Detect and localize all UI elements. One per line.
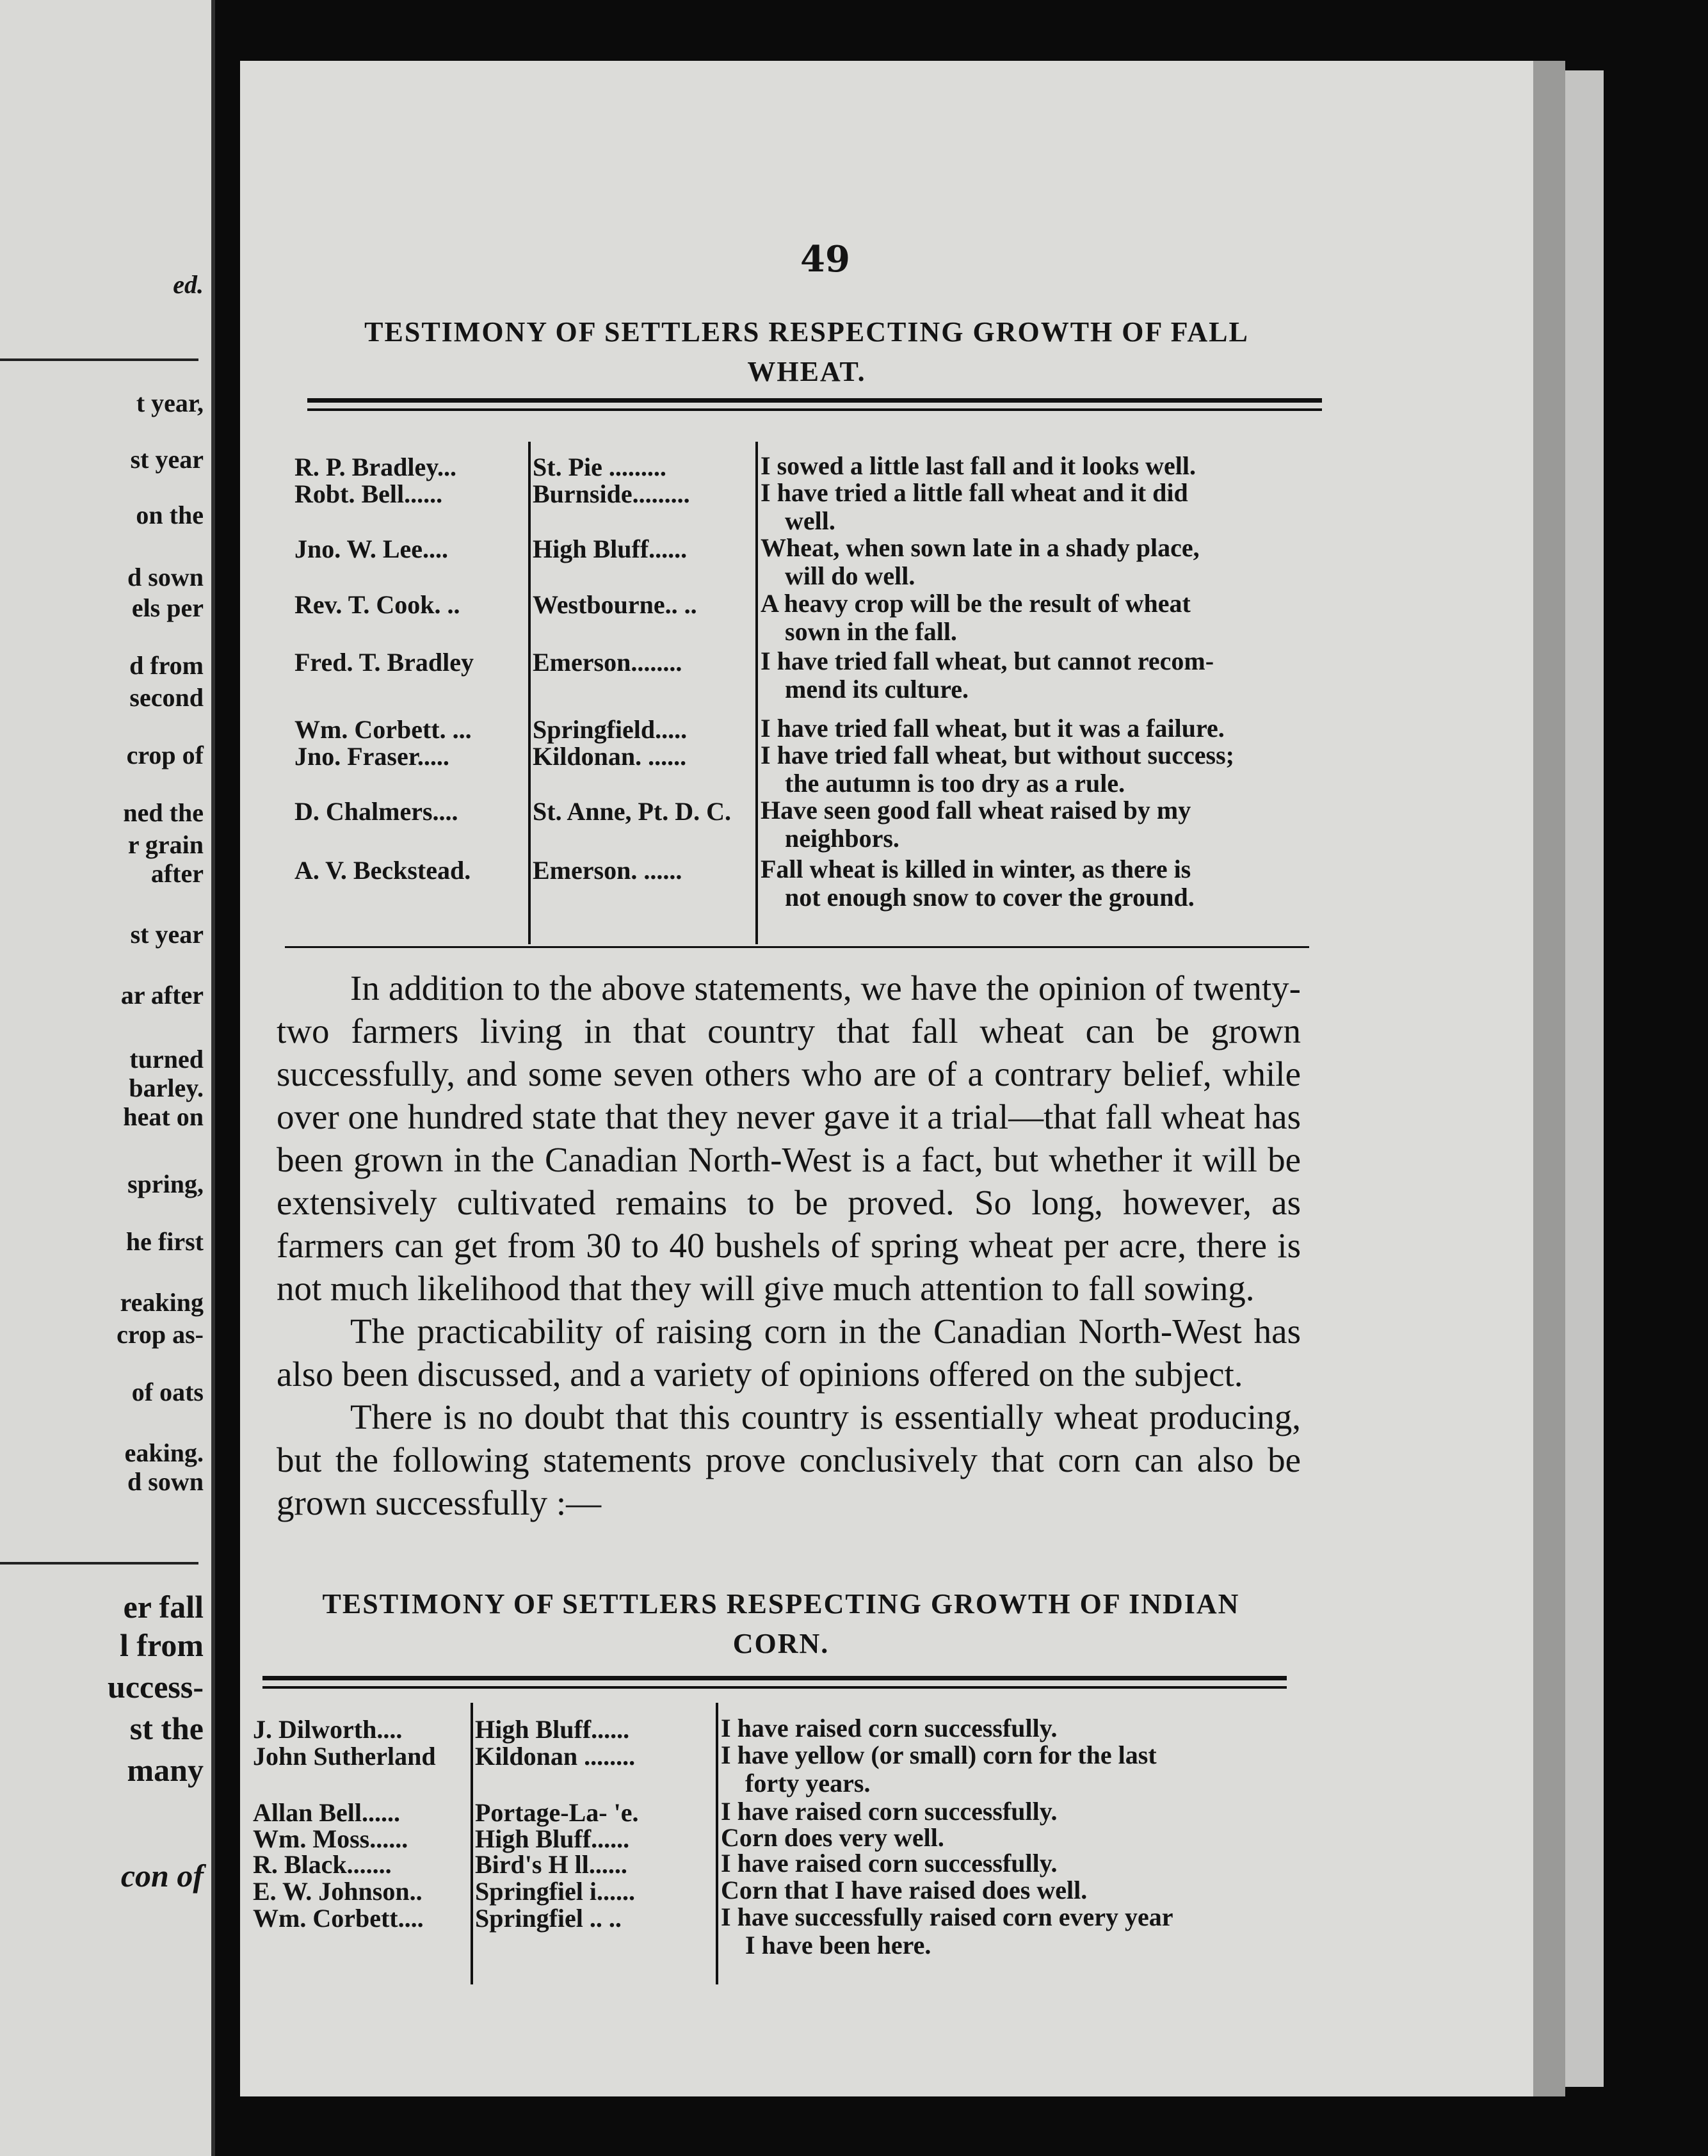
settler-statement [721,1876,1297,1904]
settler-name: Wm. Moss...... [253,1824,408,1853]
settler-statement [761,452,1324,480]
settler-name: E. W. Johnson.. [253,1877,423,1906]
column-divider [471,1703,473,1984]
left-page-line: ned the [123,798,204,827]
settler-place: Springfield..... [533,715,688,744]
left-page-line: d sown [127,1467,204,1496]
left-page-line: barley. [129,1074,204,1102]
left-page-line: of oats [131,1378,204,1406]
settler-place: Springfiel .. .. [475,1904,622,1933]
title-line: CORN. [732,1628,830,1659]
left-page-line: l from [120,1627,204,1663]
settler-statement [761,741,1324,798]
settler-name: D. Chalmers.... [294,797,458,826]
statement-line: I have tried fall wheat, but without success; [761,741,1234,769]
left-page-line: uccess- [108,1669,204,1705]
left-page-line: many [127,1752,204,1788]
page-number: 49 [800,238,850,280]
settler-place: Kildonan. ...... [533,742,687,771]
left-page-line: crop as- [117,1320,204,1349]
statement-line: I have raised corn successfully. [721,1797,1058,1826]
settler-name: Wm. Corbett. ... [294,715,472,744]
statement-line: forty years. [745,1769,871,1798]
column-divider [528,442,531,944]
left-page-line: spring, [127,1170,204,1198]
title-line: TESTIMONY OF SETTLERS RESPECTING GROWTH OF INDIAN [322,1588,1240,1620]
statement-line: I have tried fall wheat, but it was a failure. [761,714,1225,743]
settler-place: St. Pie ......... [533,453,666,481]
settler-name: Jno. W. Lee.... [294,535,449,563]
left-page-line: second [129,683,204,712]
statement-line: well. [785,506,835,535]
settler-place: Westbourne.. .. [533,590,697,619]
settler-statement [721,1903,1297,1959]
title-line: TESTIMONY OF SETTLERS RESPECTING GROWTH OF FALL [364,316,1249,348]
left-page-line: st the [129,1710,204,1746]
table-rule [262,1686,1287,1689]
settler-name: Robt. Bell...... [294,479,443,508]
settler-name: Rev. T. Cook. .. [294,590,460,619]
settler-name: R. P. Bradley... [294,453,456,481]
settler-statement [721,1798,1297,1826]
left-page-line: eaking. [124,1438,204,1467]
paragraph: There is no doubt that this country is essentially wheat producing, but the following statements prove conclusively that corn can also be grown successfully :— [277,1397,1301,1522]
left-page-rule [0,1562,198,1565]
settler-statement [721,1824,1297,1852]
settler-name: Jno. Fraser..... [294,742,449,771]
page-edge [1565,70,1604,2087]
table-rule [262,1676,1287,1680]
settler-place: High Bluff...... [475,1824,630,1853]
left-page-line: st year [130,445,204,474]
settler-statement [761,479,1324,535]
settler-place: High Bluff...... [533,535,688,563]
fall-wheat-title [301,312,1312,392]
left-page-line: ed. [173,270,204,299]
statement-line: mend its culture. [785,675,969,704]
settler-name: A. V. Beckstead. [294,856,471,885]
statement-line: Corn does very well. [721,1823,944,1852]
settler-name: Allan Bell...... [253,1798,401,1827]
left-page-line: r grain [127,830,204,859]
page-edge [1533,61,1565,2096]
settler-statement [761,647,1324,704]
statement-line: I have successfully raised corn every year [721,1903,1173,1931]
settler-name: J. Dilworth.... [253,1715,403,1744]
left-page-fragment [0,0,215,2156]
left-page-line: els per [131,593,204,622]
settler-statement [721,1741,1297,1798]
statement-line: Fall wheat is killed in winter, as there is [761,855,1191,883]
statement-line: Have seen good fall wheat raised by my [761,796,1191,825]
settler-place: Portage-La- 'e. [475,1798,639,1827]
statement-line: I have yellow (or small) corn for the last [721,1741,1157,1769]
statement-line: neighbors. [785,824,899,853]
settler-name: Wm. Corbett.... [253,1904,424,1933]
left-page-line: on the [136,501,204,529]
left-page-line: heat on [123,1102,204,1131]
left-page-line: he first [125,1227,204,1256]
settler-statement [761,714,1324,743]
title-line: WHEAT. [747,356,866,387]
left-page-line: crop of [126,741,204,769]
statement-line: I sowed a little last fall and it looks well. [761,451,1196,480]
statement-line: will do well. [785,561,915,590]
table-rule [307,398,1322,403]
settler-place: Emerson........ [533,648,682,677]
left-page-line: t year, [136,389,204,417]
left-page-line: d sown [127,563,204,591]
statement-line: Corn that I have raised does well. [721,1876,1088,1904]
settler-place: Burnside......... [533,479,690,508]
statement-line: the autumn is too dry as a rule. [785,769,1125,798]
left-page-line: st year [130,920,204,949]
settler-place: Emerson. ...... [533,856,682,885]
left-page-line: turned [129,1045,204,1074]
left-page-line: ar after [120,981,204,1010]
left-page-line: after [150,859,204,888]
column-divider [755,442,758,944]
table-rule [307,408,1322,411]
left-page-line: er fall [123,1589,204,1625]
table-rule [285,946,1309,948]
statement-line: not enough snow to cover the ground. [785,883,1195,912]
column-divider [716,1703,718,1984]
settler-place: St. Anne, Pt. D. C. [533,797,732,826]
settler-name: Fred. T. Bradley [294,648,474,677]
settler-name: R. Black....... [253,1850,392,1879]
paragraph: The practicability of raising corn in the Canadian North-West has also been discussed, and a variety of opinions offered on the subject. [277,1312,1301,1394]
statement-line: I have raised corn successfully. [721,1849,1058,1878]
left-page-line: reaking [120,1288,204,1317]
statement-line: I have tried a little fall wheat and it did [761,478,1188,507]
indian-corn-title [256,1584,1306,1664]
settler-statement [721,1849,1297,1878]
statement-line: Wheat, when sown late in a shady place, [761,533,1200,562]
statement-line: sown in the fall. [785,617,957,646]
statement-line: I have tried fall wheat, but cannot recom- [761,647,1214,675]
statement-line: A heavy crop will be the result of wheat [761,589,1191,618]
settler-statement [761,855,1324,912]
paragraph: In addition to the above statements, we have the opinion of twenty-two farmers living in that country that fall wheat can be grown successfully, and some seven others who are of a contrary belief, while over one hundred state that they never gave it a trial—that fall wheat has been grown in the Canadian North-West is a fact, but whether it will be extensively cultivated remains to be proved. So long, however, as farmers can get from 30 to 40 bushels of spring wheat per acre, there is not much likelihood that they will give much attention to fall sowing. [277,969,1301,1308]
settler-place: Kildonan ........ [475,1742,636,1771]
left-page-rule [0,358,198,361]
left-page-line: d from [129,651,204,680]
settler-statement [721,1714,1297,1742]
settler-statement [761,590,1324,646]
left-page-line: con of [120,1858,204,1894]
statement-line: I have raised corn successfully. [721,1714,1058,1742]
settler-statement [761,534,1324,590]
settler-place: Springfiel i...... [475,1877,636,1906]
body-text [277,967,1301,1524]
settler-place: High Bluff...... [475,1715,630,1744]
settler-name: John Sutherland [253,1742,436,1771]
settler-statement [761,796,1324,853]
statement-line: I have been here. [745,1931,931,1959]
settler-place: Bird's H ll...... [475,1850,627,1879]
